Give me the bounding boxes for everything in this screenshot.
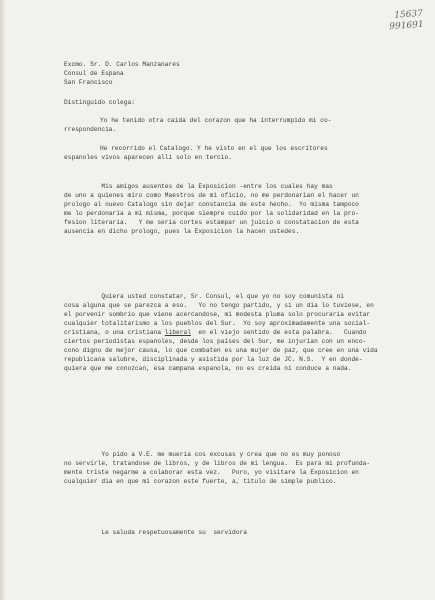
paragraph-2-line-1: He recorrido el Catalogo. Y he visto en el que los escritores [100,145,328,152]
paragraph-line: quiera que me conozcan, esa campana espanola, no es creida ni conduce a nada. [64,365,352,372]
paragraph-line: republicana salubre, disciplinada y asistida por la luz de JC. N.S. Y en donde- [64,356,363,363]
paragraph-line: prologo al nuevo Catalogo sin dejar constancia de este hecho. Yo misma tampoco [64,201,359,208]
paragraph-line: Quiera usted constatar, Sr. Consul, el que yo no soy comunista ni [64,293,344,300]
page-edge-shadow [0,0,6,600]
paragraph-line: Yo pido a V.E. me mueria cos excusas y crea que no es muy ponoso [64,451,341,458]
text-fragment: en el viejo sentido de esta palabra. Cuando [190,329,367,336]
paragraph-line: no servirle, tratandose de libros, y de libros de mi lengua. Es para mi profunda- [64,460,371,467]
paragraph-5 [64,450,370,486]
paragraph-2-line-2: espanoles vivos aparecen alli solo en tercio. [64,154,232,161]
paragraph-line: cualquier dia en que mi corazon este fuerte, a, titulo de simple publico. [64,478,337,485]
paragraph-line: cono digno de mejor causa, lo que combaten es una mujer de paz, que cree en una vida [64,347,378,354]
archive-number-line-2: 991691 [388,19,424,33]
archive-number-line-1: 15637 [393,8,423,21]
paragraph-line [64,329,366,336]
paragraph-line: me lo perdonaria a mi misma, porque siempre cuido por la solidaridad en la pro- [64,210,359,217]
address-line: San Francisco [64,79,113,86]
recipient-address [64,60,180,87]
paragraph-line: el porvenir sombrio que viene acercandose, mi modesta pluma solo procuraria evitar [64,311,371,318]
salutation: Distinguido colega: [64,99,135,106]
paragraph-1-line-2: rrespondencia. [64,126,117,133]
paragraph-line: cualquier totalitarismo a los pueblos del Sur. Yo soy aproximadamente una social- [64,320,371,327]
paragraph-line: cosa alguna que se parezca a eso. Yo no tengo partido, y si un dia lo tuviese, en [64,302,374,309]
paragraph-1-line-1: Yo he tenido otra caida del corazon que ha interrumpido mi co- [100,117,332,124]
paragraph-4 [64,292,378,373]
paragraph-line: de uno a quienes miro como Maestros de mi oficio, no me perdonarian el hacer un [64,192,359,199]
address-line: Excmo. Sr. D. Carlos Manzanares [64,61,180,68]
underlined-word-liberal: liberal [164,329,191,336]
paragraph-line: fesion literaria. Y me seria cortes estampar un juicio o constatacion de esta [64,219,359,226]
text-fragment: cristiana, o una cristiana [64,329,165,336]
paragraph-line: ausencia en dicho prologo, pues la Exposicion la hacen ustedes. [64,228,300,235]
address-line: Consul de Espana [64,70,124,77]
paragraph-3 [64,182,359,236]
paragraph-line: mente triste negarme a colaborar esta vez. Poro, yo visitare la Exposicion en [64,469,359,476]
paragraph-line: Mis amigos ausentes de la Exposicion -entre los cuales hay mas [64,183,333,190]
paragraph-line: ciertos periodistas espanoles, desde los paises del Sur, me injurian con un enco- [64,338,367,345]
archive-handwritten-number [388,9,424,33]
closing-line: Le saluda respetuosamente su servidora [64,529,247,536]
